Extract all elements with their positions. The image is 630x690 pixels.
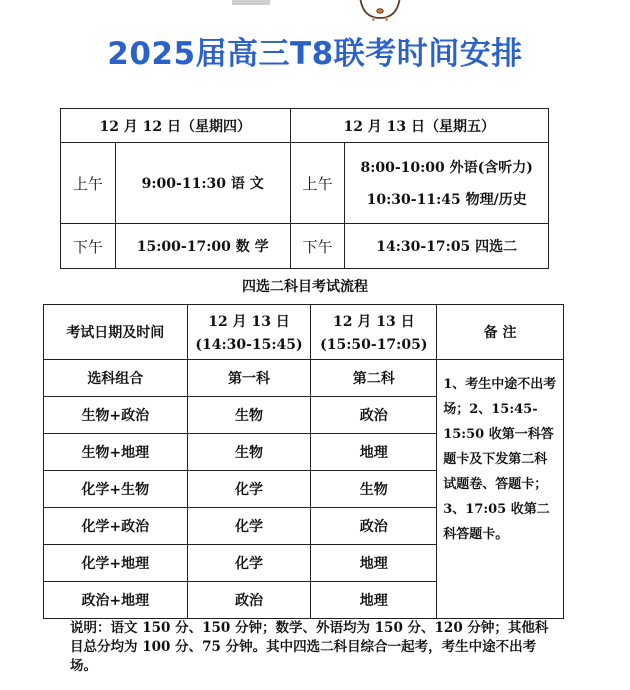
combo-cell: 生物+政治 bbox=[44, 397, 188, 434]
row-header-second: 第二科 bbox=[311, 360, 437, 397]
second-subject-cell: 地理 bbox=[311, 582, 437, 619]
combo-cell: 政治+地理 bbox=[44, 582, 188, 619]
combo-cell: 化学+政治 bbox=[44, 508, 188, 545]
dec13-header: 12 月 13 日（星期五） bbox=[290, 109, 548, 143]
combo-cell: 化学+地理 bbox=[44, 545, 188, 582]
row-header-combo: 选科组合 bbox=[44, 360, 188, 397]
dec13-pm-exam: 14:30-17:05 四选二 bbox=[345, 224, 549, 269]
second-subject-cell: 地理 bbox=[311, 434, 437, 471]
flow-caption: 四选二科目考试流程 bbox=[242, 279, 368, 295]
first-subject-cell: 化学 bbox=[187, 545, 311, 582]
mascot-icon bbox=[357, 0, 403, 22]
row-header-first: 第一科 bbox=[187, 360, 311, 397]
dec12-header: 12 月 12 日（星期四） bbox=[61, 109, 291, 143]
slot1-header bbox=[187, 305, 311, 360]
top-divider bbox=[232, 0, 270, 5]
footer-note: 说明：语文 150 分、150 分钟；数学、外语均为 150 分、120 分钟；其他科目总分均为 100 分、75 分钟。其中四选二科目综合一起考，考生中途不出考场。 bbox=[70, 620, 549, 674]
pm-label: 下午 bbox=[61, 224, 116, 269]
slot2-time: (15:50-17:05) bbox=[320, 337, 428, 353]
flow-table bbox=[43, 304, 564, 619]
col-notes: 备 注 bbox=[437, 305, 564, 360]
second-subject-cell: 政治 bbox=[311, 508, 437, 545]
dec13-am-exams bbox=[345, 143, 549, 224]
page-title: 2025届高三T8联考时间安排 bbox=[107, 36, 523, 72]
pm-label-2: 下午 bbox=[290, 224, 345, 269]
first-subject-cell: 生物 bbox=[187, 397, 311, 434]
first-subject-cell: 化学 bbox=[187, 471, 311, 508]
am-label-2: 上午 bbox=[290, 143, 345, 224]
slot1-date: 12 月 13 日 bbox=[208, 314, 290, 330]
second-subject-cell: 地理 bbox=[311, 545, 437, 582]
dec13-am-exam-2: 10:30-11:45 物理/历史 bbox=[366, 192, 527, 208]
combo-cell: 化学+生物 bbox=[44, 471, 188, 508]
slot2-header bbox=[311, 305, 437, 360]
first-subject-cell: 生物 bbox=[187, 434, 311, 471]
slot2-date: 12 月 13 日 bbox=[333, 314, 415, 330]
dec12-am-exam: 9:00-11:30 语 文 bbox=[115, 143, 290, 224]
first-subject-cell: 化学 bbox=[187, 508, 311, 545]
dec12-pm-exam: 15:00-17:00 数 学 bbox=[115, 224, 290, 269]
am-label: 上午 bbox=[61, 143, 116, 224]
combo-cell: 生物+地理 bbox=[44, 434, 188, 471]
second-subject-cell: 生物 bbox=[311, 471, 437, 508]
schedule-table bbox=[60, 108, 549, 269]
col-datetime: 考试日期及时间 bbox=[44, 305, 188, 360]
slot1-time: (14:30-15:45) bbox=[195, 337, 303, 353]
notes-cell: 1、考生中途不出考场；2、15:45-15:50 收第一科答题卡及下发第二科试题卷、答题卡；3、17:05 收第二科答题卡。 bbox=[437, 360, 564, 619]
first-subject-cell: 政治 bbox=[187, 582, 311, 619]
second-subject-cell: 政治 bbox=[311, 397, 437, 434]
dec13-am-exam-1: 8:00-10:00 外语(含听力) bbox=[360, 160, 533, 176]
